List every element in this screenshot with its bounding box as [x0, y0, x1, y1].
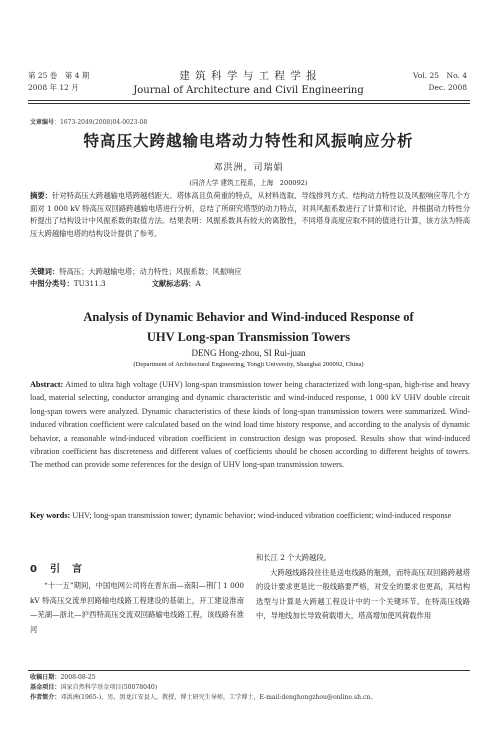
- paper-title-en-line1: Analysis of Dynamic Behavior and Wind-induced Response of: [83, 310, 414, 324]
- article-number: 文章编号：1673-2049(2008)04-0023-08: [30, 119, 148, 126]
- abstract-cn: [30, 190, 470, 240]
- body-column-right: [256, 551, 470, 624]
- header-rule-thick: [28, 100, 470, 101]
- article-number-value: 1673-2049(2008)04-0023-08: [60, 119, 148, 126]
- body-column-left: “十一五”期间，中国电网公司将在晋东南—南阳—荆门 1 000 kV 特高压交流单回路输电线路工程建设的基础上，开工建设淮南—芜湖—浙北—沪西特高压交流双回路输电线路工程，该线路有淮河: [30, 581, 244, 634]
- paper-title-cn: 特高压大跨越输电塔动力特性和风振响应分析: [83, 132, 414, 150]
- issue-date-cn: 2008 年 12 月: [28, 83, 79, 92]
- doc-code-value: A: [195, 279, 201, 288]
- footnote-author: [30, 693, 470, 703]
- received-date: 2008-08-25: [60, 674, 96, 681]
- doc-code-label: 文献标志码：: [151, 279, 196, 288]
- footnote-block: [30, 673, 470, 702]
- keywords-en-label: Key words:: [30, 511, 71, 520]
- body-right-paragraph-2: 大跨越线路段往往是送电线路的瓶颈，而特高压双回路跨越塔的设计要求更是比一般线路要严格，对安全的要求也更高，其结构选型与计算是大跨越工程设计中的一个关键环节。在特高压线路中，导地线加长导致荷载增大，塔高增加使风荷载作用: [256, 567, 470, 620]
- received-label: 收稿日期：: [30, 674, 61, 681]
- keywords-en: [30, 509, 470, 522]
- footnote-fund: [30, 683, 470, 693]
- journal-name-en: Journal of Architecture and Civil Engineering: [133, 85, 364, 96]
- journal-name-cn: 建 筑 科 学 与 工 程 学 报: [179, 70, 318, 82]
- keywords-en-text: UHV; long-span transmission tower; dynamic behavior; wind-induced vibration coefficient; wind-induced response: [70, 511, 452, 520]
- fund-text: 国家自然科学基金项目(50078040): [60, 683, 158, 691]
- affiliation-cn: (同济大学 建筑工程系，上海 200092): [189, 179, 308, 187]
- paper-title-en-line2: UHV Long-span Transmission Towers: [146, 330, 351, 344]
- volume-issue-cn: 第 25 卷 第 4 期: [28, 71, 90, 80]
- author-bio-text: 邓洪洲(1965-)，男，黑龙江安县人，教授，博士研究生导师，工学博士，E-mail:denghongzhou@online.sh.cn。: [60, 693, 377, 701]
- abstract-cn-label: 摘要：: [30, 191, 53, 200]
- author-bio-label: 作者简介：: [30, 693, 61, 701]
- section-number: 0: [30, 564, 37, 575]
- footnote-received: [30, 673, 470, 683]
- article-number-label: 文章编号: [30, 119, 55, 126]
- clc-value: TU311.3: [73, 279, 106, 288]
- abstract-en-text: Aimed to ultra high voltage (UHV) long-span transmission tower being characterized with long-span, high-rise and heavy load, material selecting, conductor arranging and dynamic characteristic and wind-induced response, 1 000 kV UHV double circuit long-span towers were analyzed. Dynamic characteristics of these kinds of long-span transmission towers were summarized. Wind-induced vibration coefficient were calculated based on the wind load time history response, and according to the analysis of dynamic behavior, a reasonable wind-induced vibration coefficient in construction design was proposed. Results show that wind-induced vibration coefficient has discreteness and different values of coefficients should be chosen according to different heights of towers. The method can provide some references for the design of UHV long-span transmission towers.: [30, 380, 470, 470]
- abstract-en-label: Abstract:: [30, 380, 64, 389]
- footnote-rule: [28, 670, 470, 671]
- clc-label: 中图分类号：: [30, 279, 74, 288]
- keywords-cn-text: 特高压；大跨越输电塔；动力特性；风振系数；风振响应: [59, 267, 242, 276]
- authors-cn: 邓洪洲，司瑞娟: [213, 163, 284, 173]
- keywords-cn: [30, 266, 470, 278]
- keywords-cn-label: 关键词：: [30, 267, 60, 276]
- section-title: 引言: [50, 564, 94, 575]
- abstract-en: [30, 378, 470, 472]
- journal-volume-en: [413, 70, 467, 94]
- affiliation-en: (Department of Architectural Engineering, Tongji University, Shanghai 200092, China): [133, 361, 364, 368]
- paper-title-en: [0, 307, 497, 347]
- volume-issue-en: Vol. 25 No. 4: [413, 71, 467, 80]
- fund-label: 基金项目：: [30, 683, 61, 691]
- section-heading: [30, 560, 94, 575]
- classification-line: [30, 279, 201, 289]
- header-rule-thin: [28, 103, 470, 104]
- issue-date-en: Dec. 2008: [428, 83, 467, 92]
- body-right-paragraph-1: 和长江 2 个大跨越段。: [256, 553, 331, 562]
- authors-en: DENG Hong-zhou, SI Rui-juan: [191, 348, 306, 358]
- abstract-cn-text: 针对特高压大跨越输电塔跨越档距大、塔体高且负荷重的特点，从材料选取、导线排列方式、结构动力特性以及风振响应等几个方面对 1 000 kV 特高压双回路跨越输电塔进行分析，总结了所研究塔型的动力特点，对具风振系数进行了计算和讨论，并根据动力特性分析提出了结构设计中风振系数的取值方法。结果表明：风振系数具有较大的离散性，不同塔身高度应取不同的值进行计算，该方法为特高压大跨越输电塔的结构设计提供了参考。: [30, 191, 471, 238]
